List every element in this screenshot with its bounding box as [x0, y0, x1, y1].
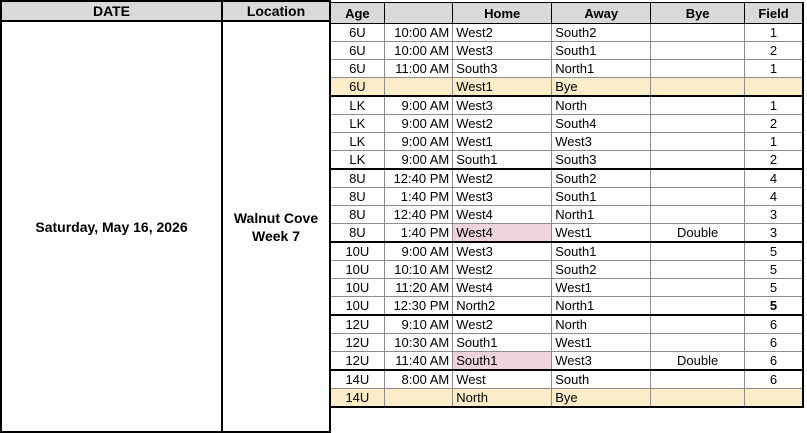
away-team-cell: South4: [552, 115, 651, 133]
age-cell: LK: [330, 151, 384, 170]
location-week: Week 7: [251, 227, 300, 244]
time-cell: 1:40 PM: [384, 224, 452, 243]
home-team-cell: South1: [453, 151, 552, 170]
schedule-date: Saturday, May 16, 2026: [35, 218, 188, 235]
away-team-cell: North: [552, 96, 651, 115]
table-row: [330, 169, 803, 188]
time-cell: 10:00 AM: [384, 42, 452, 60]
field-cell: 5: [745, 261, 804, 279]
home-team-cell: South1: [453, 352, 552, 371]
time-cell: 9:00 AM: [384, 133, 452, 151]
bye-cell: [651, 188, 745, 206]
bye-cell: [651, 24, 745, 42]
bye-cell: [651, 60, 745, 78]
table-row: [330, 133, 803, 151]
table-row: [330, 224, 803, 243]
field-cell: [745, 389, 804, 408]
bye-cell: [651, 334, 745, 352]
home-team-cell: South1: [453, 334, 552, 352]
age-cell: 6U: [330, 42, 384, 60]
field-cell: 4: [745, 169, 804, 188]
time-cell: [384, 389, 452, 408]
table-row: [330, 352, 803, 371]
home-team-cell: West3: [453, 96, 552, 115]
home-column-header: Home: [453, 3, 552, 24]
table-header-row: [330, 3, 803, 24]
table-row: [330, 188, 803, 206]
bye-cell: [651, 169, 745, 188]
field-cell: 1: [745, 96, 804, 115]
date-header-label: DATE: [92, 3, 131, 19]
age-cell: 12U: [330, 315, 384, 334]
away-team-cell: West1: [552, 279, 651, 297]
bye-cell: [651, 297, 745, 316]
away-team-cell: West3: [552, 352, 651, 371]
away-team-cell: West1: [552, 334, 651, 352]
bye-row: [330, 389, 803, 408]
field-cell: 1: [745, 133, 804, 151]
games-table-body: [330, 24, 803, 408]
bye-cell: [651, 315, 745, 334]
age-cell: 8U: [330, 206, 384, 224]
age-cell: 10U: [330, 279, 384, 297]
field-cell: 4: [745, 188, 804, 206]
table-row: [330, 151, 803, 170]
field-cell: 1: [745, 60, 804, 78]
home-team-cell: North: [453, 389, 552, 408]
time-cell: 8:00 AM: [384, 370, 452, 389]
table-row: [330, 279, 803, 297]
field-cell: 5: [745, 297, 804, 316]
home-team-cell: West2: [453, 24, 552, 42]
bye-cell: [651, 133, 745, 151]
location-header-label: Location: [246, 3, 306, 19]
time-column-header: [384, 3, 452, 24]
age-cell: 8U: [330, 169, 384, 188]
home-team-cell: West2: [453, 315, 552, 334]
time-cell: 9:10 AM: [384, 315, 452, 334]
field-cell: 2: [745, 151, 804, 170]
age-cell: 8U: [330, 188, 384, 206]
away-team-cell: South2: [552, 24, 651, 42]
age-cell: LK: [330, 133, 384, 151]
field-column-header: Field: [745, 3, 804, 24]
away-team-cell: South2: [552, 261, 651, 279]
time-cell: 11:20 AM: [384, 279, 452, 297]
age-cell: 6U: [330, 78, 384, 97]
time-cell: 12:40 PM: [384, 206, 452, 224]
age-cell: 14U: [330, 370, 384, 389]
date-cell: [0, 22, 223, 433]
home-team-cell: West4: [453, 206, 552, 224]
away-team-cell: South1: [552, 42, 651, 60]
age-cell: 6U: [330, 24, 384, 42]
home-team-cell: West4: [453, 279, 552, 297]
field-cell: 2: [745, 115, 804, 133]
time-cell: 11:00 AM: [384, 60, 452, 78]
field-cell: 6: [745, 352, 804, 371]
age-cell: 10U: [330, 261, 384, 279]
time-cell: 12:40 PM: [384, 169, 452, 188]
location-cell: [221, 22, 331, 433]
bye-cell: [651, 242, 745, 261]
table-row: [330, 315, 803, 334]
field-cell: 3: [745, 224, 804, 243]
bye-cell: [651, 389, 745, 408]
time-cell: 9:00 AM: [384, 242, 452, 261]
field-cell: 6: [745, 315, 804, 334]
age-cell: 8U: [330, 224, 384, 243]
table-row: [330, 242, 803, 261]
age-cell: 10U: [330, 297, 384, 316]
time-cell: 10:10 AM: [384, 261, 452, 279]
bye-row: [330, 78, 803, 97]
age-cell: 6U: [330, 60, 384, 78]
bye-cell: [651, 151, 745, 170]
time-cell: 9:00 AM: [384, 96, 452, 115]
bye-cell: [651, 206, 745, 224]
away-team-cell: South1: [552, 188, 651, 206]
games-table: [329, 2, 804, 408]
field-cell: 2: [745, 42, 804, 60]
bye-cell: [651, 370, 745, 389]
table-row: [330, 96, 803, 115]
bye-cell: Double: [651, 352, 745, 371]
bye-cell: [651, 279, 745, 297]
time-cell: 11:40 AM: [384, 352, 452, 371]
away-team-cell: South: [552, 370, 651, 389]
date-column-header: [0, 0, 223, 22]
table-row: [330, 115, 803, 133]
away-team-cell: South1: [552, 242, 651, 261]
age-cell: LK: [330, 96, 384, 115]
bye-cell: [651, 78, 745, 97]
time-cell: 12:30 PM: [384, 297, 452, 316]
time-cell: 1:40 PM: [384, 188, 452, 206]
field-cell: 6: [745, 370, 804, 389]
table-row: [330, 334, 803, 352]
field-cell: [745, 78, 804, 97]
age-cell: 12U: [330, 352, 384, 371]
bye-cell: Double: [651, 224, 745, 243]
home-team-cell: West: [453, 370, 552, 389]
away-column-header: Away: [552, 3, 651, 24]
home-team-cell: West1: [453, 133, 552, 151]
away-team-cell: North1: [552, 297, 651, 316]
away-team-cell: West3: [552, 133, 651, 151]
table-row: [330, 60, 803, 78]
bye-cell: [651, 96, 745, 115]
field-cell: 6: [745, 334, 804, 352]
home-team-cell: West2: [453, 115, 552, 133]
home-team-cell: West3: [453, 242, 552, 261]
time-cell: 10:00 AM: [384, 24, 452, 42]
bye-cell: [651, 42, 745, 60]
home-team-cell: West3: [453, 42, 552, 60]
away-team-cell: North: [552, 315, 651, 334]
location-name: Walnut Cove: [233, 209, 319, 226]
field-cell: 1: [745, 24, 804, 42]
bye-cell: [651, 261, 745, 279]
field-cell: 3: [745, 206, 804, 224]
table-row: [330, 370, 803, 389]
away-team-cell: South2: [552, 169, 651, 188]
home-team-cell: West4: [453, 224, 552, 243]
time-cell: 9:00 AM: [384, 115, 452, 133]
table-row: [330, 42, 803, 60]
field-cell: 5: [745, 242, 804, 261]
age-cell: LK: [330, 115, 384, 133]
home-team-cell: West1: [453, 78, 552, 97]
age-cell: 10U: [330, 242, 384, 261]
away-team-cell: North1: [552, 206, 651, 224]
time-cell: [384, 78, 452, 97]
home-team-cell: West2: [453, 261, 552, 279]
away-team-cell: Bye: [552, 389, 651, 408]
home-team-cell: North2: [453, 297, 552, 316]
bye-cell: [651, 115, 745, 133]
time-cell: 10:30 AM: [384, 334, 452, 352]
table-row: [330, 206, 803, 224]
home-team-cell: South3: [453, 60, 552, 78]
home-team-cell: West2: [453, 169, 552, 188]
time-cell: 9:00 AM: [384, 151, 452, 170]
age-column-header: Age: [330, 3, 384, 24]
away-team-cell: West1: [552, 224, 651, 243]
away-team-cell: North1: [552, 60, 651, 78]
bye-column-header: Bye: [651, 3, 745, 24]
location-column-header: [221, 0, 331, 22]
table-row: [330, 297, 803, 316]
age-cell: 12U: [330, 334, 384, 352]
away-team-cell: South3: [552, 151, 651, 170]
table-row: [330, 261, 803, 279]
home-team-cell: West3: [453, 188, 552, 206]
field-cell: 5: [745, 279, 804, 297]
age-cell: 14U: [330, 389, 384, 408]
table-row: [330, 24, 803, 42]
away-team-cell: Bye: [552, 78, 651, 97]
